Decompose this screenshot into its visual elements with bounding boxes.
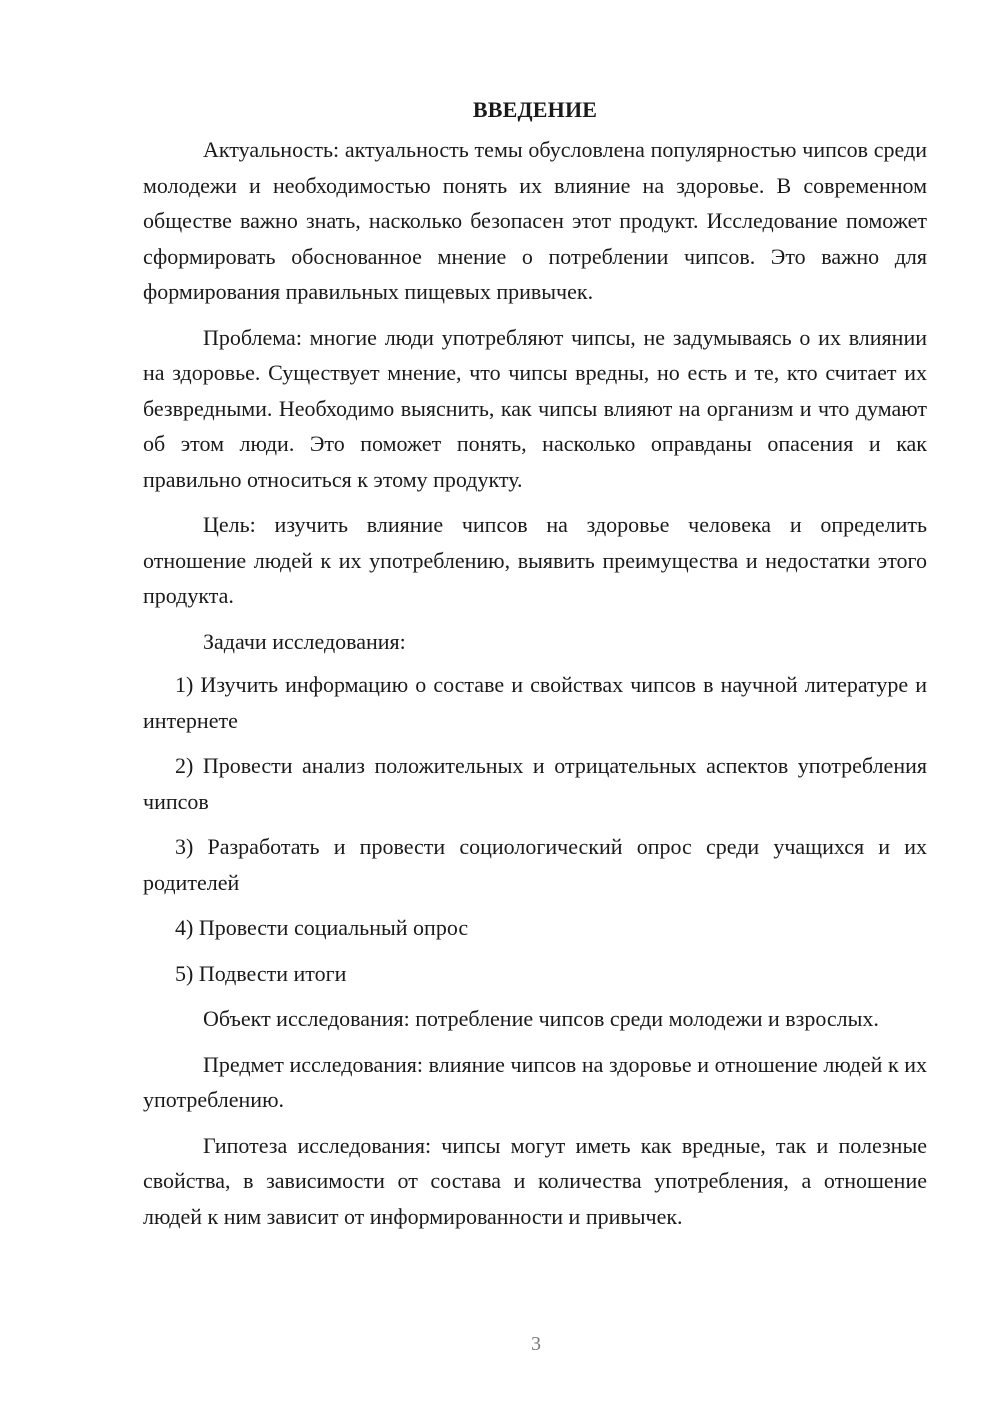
paragraph-subject: Предмет исследования: влияние чипсов на здоровье и отношение людей к их употреблению. [143,1051,927,1112]
task-item-3: 3) Разработать и провести социологический опрос среди учащихся и их родителей [143,834,927,895]
paragraph-hypothesis: Гипотеза исследования: чипсы могут иметь как вредные, так и полезные свойства, в зависимости от состава и количества употребления, а отношение людей к ним зависит от информированности и привычек. [143,1132,927,1229]
task-item-2: 2) Провести анализ положительных и отрицательных аспектов употребления чипсов [143,753,927,814]
section-title: ВВЕДЕНИЕ [472,97,598,122]
task-item-1: 1) Изучить информацию о составе и свойствах чипсов в научной литературе и интернете [143,672,927,733]
task-item-4: 4) Провести социальный опрос [175,915,469,940]
tasks-heading: Задачи исследования: [203,628,406,654]
task-item-5: 5) Подвести итоги [175,960,347,986]
paragraph-relevance: Актуальность: актуальность темы обусловлена популярностью чипсов среди молодежи и необходимостью понять их влияние на здоровье. В современном обществе важно знать, насколько безопасен этот продукт. Исследование поможет сформировать обоснованное мнение о потреблении чипсов. Это важно для формирования правильных пищевых привычек. [143,137,927,304]
paragraph-object: Объект исследования: потребление чипсов среди молодежи и взрослых. [203,1006,879,1031]
paragraph-goal: Цель: изучить влияние чипсов на здоровье человека и определить отношение людей к их употреблению, выявить преимущества и недостатки этого продукта. [143,512,927,608]
page-number: 3 [531,1333,541,1355]
paragraph-problem: Проблема: многие люди употребляют чипсы, не задумываясь о их влиянии на здоровье. Существует мнение, что чипсы вредны, но есть и те, кто считает их безвредными. Необходимо выяснить, как чипсы влияют на организм и что думают об этом люди. Это поможет понять, насколько оправданы опасения и как правильно относиться к этому продукту. [143,324,927,492]
document-page [143,92,927,1244]
